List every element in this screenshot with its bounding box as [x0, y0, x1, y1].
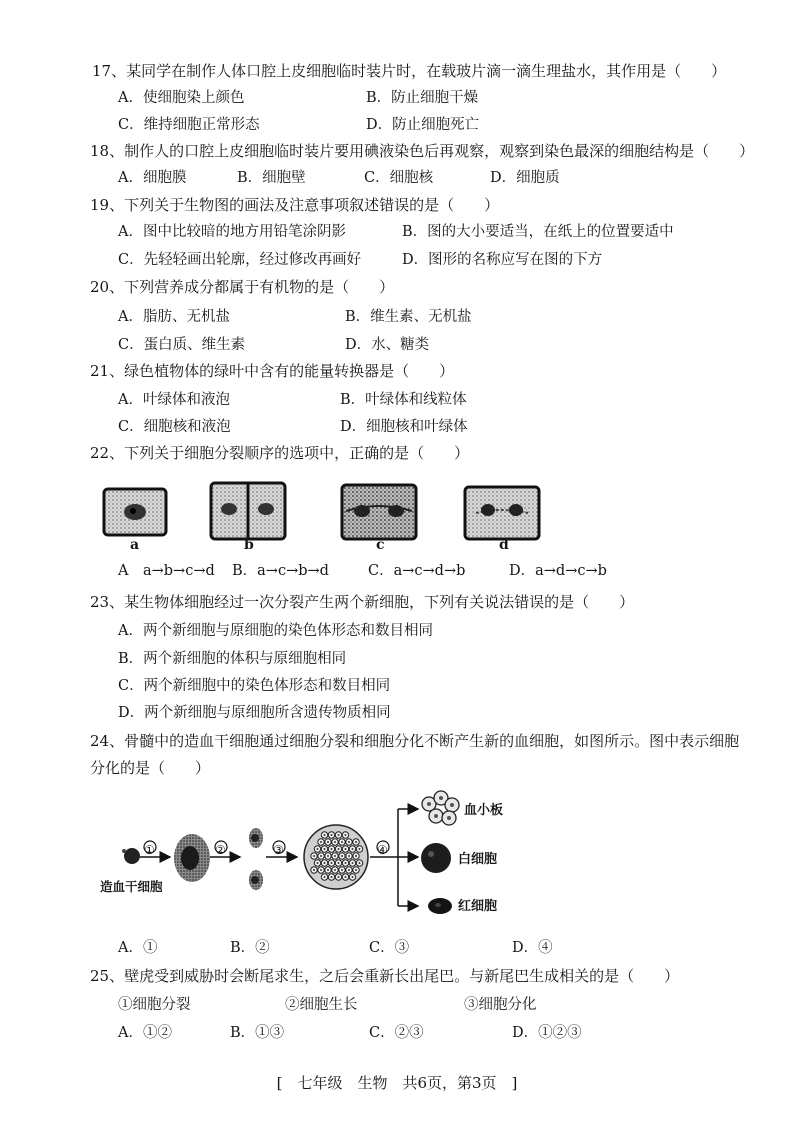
caption-b: b — [244, 537, 254, 553]
q25-item-1: ①细胞分裂 — [118, 997, 191, 1013]
q20-option-b: B．维生素、无机盐 — [345, 309, 472, 325]
cell-b-drawing — [211, 483, 285, 539]
step-3-label: ③ — [273, 843, 284, 857]
q25-option-b: B．①③ — [230, 1025, 285, 1041]
stem-cell — [122, 848, 140, 864]
q20-stem: 20、下列营养成分都属于有机物的是（ ） — [90, 278, 395, 296]
q20-option-a: A．脂肪、无机盐 — [118, 309, 230, 325]
cell-c-drawing — [342, 485, 416, 539]
q23-option-c: C．两个新细胞中的染色体形态和数目相同 — [118, 678, 391, 694]
q21-option-d: D．细胞核和叶绿体 — [340, 419, 468, 435]
q22-stem: 22、下列关于细胞分裂顺序的选项中，正确的是（ ） — [90, 444, 470, 462]
q24-option-d: D．④ — [512, 940, 553, 956]
caption-d: d — [499, 537, 509, 553]
q24-option-c: C．③ — [369, 940, 410, 956]
q24-option-a: A．① — [118, 940, 158, 956]
q22-option-b: B．a→c→b→d — [232, 563, 329, 579]
cell-a-drawing — [104, 489, 166, 535]
q25-option-c: C．②③ — [369, 1025, 424, 1041]
cell-d-drawing — [465, 487, 539, 539]
q22-option-d: D．a→d→c→b — [509, 563, 607, 579]
step-1-label: ① — [144, 843, 155, 857]
q17-option-d: D．防止细胞死亡 — [366, 117, 480, 133]
q23-option-b: B．两个新细胞的体积与原细胞相同 — [118, 651, 347, 667]
q24-stem-line1: 24、骨髓中的造血干细胞通过细胞分裂和细胞分化不断产生新的血细胞，如图所示。图中表示细胞 — [90, 732, 740, 750]
q23-stem: 23、某生物体细胞经过一次分裂产生两个新细胞，下列有关说法错误的是（ ） — [90, 593, 635, 611]
q18-option-c: C．细胞核 — [364, 170, 434, 186]
q25-item-3: ③细胞分化 — [464, 997, 537, 1013]
page-footer: [ 七年级 生物 共6页，第3页 ] — [276, 1074, 518, 1092]
step-4-label: ④ — [377, 843, 388, 857]
caption-a: a — [130, 537, 140, 553]
divided-cells — [249, 828, 263, 890]
cell-cluster — [304, 825, 368, 889]
q20-option-d: D．水、糖类 — [345, 337, 430, 353]
step-2-label: ② — [215, 843, 226, 857]
q21-option-c: C．细胞核和液泡 — [118, 419, 231, 435]
q19-option-b: B．图的大小要适当，在纸上的位置要适中 — [402, 224, 674, 240]
platelet-label: 血小板 — [464, 803, 504, 818]
q21-stem: 21、绿色植物体的绿叶中含有的能量转换器是（ ） — [90, 362, 455, 380]
q22-option-a: A a→b→c→d — [118, 563, 215, 579]
q19-option-c: C．先轻轻画出轮廓，经过修改再画好 — [118, 252, 362, 268]
blood-cell-diagram — [0, 780, 794, 930]
q18-option-a: A．细胞膜 — [118, 170, 187, 186]
q18-option-d: D．细胞质 — [490, 170, 560, 186]
q25-stem: 25、壁虎受到威胁时会断尾求生，之后会重新长出尾巴。与新尾巴生成相关的是（ ） — [90, 967, 680, 985]
q17-option-b: B．防止细胞干燥 — [366, 90, 479, 106]
q23-option-d: D．两个新细胞与原细胞所含遗传物质相同 — [118, 705, 391, 721]
red-blood-cell — [428, 898, 452, 914]
q25-option-d: D．①②③ — [512, 1025, 582, 1041]
q24-option-b: B．② — [230, 940, 270, 956]
q25-item-2: ②细胞生长 — [285, 997, 358, 1013]
stem-cell-label: 造血干细胞 — [100, 879, 163, 894]
q17-stem: 17、某同学在制作人体口腔上皮细胞临时装片时，在载玻片滴一滴生理盐水，其作用是（ ） — [92, 62, 727, 80]
white-blood-cell — [421, 843, 451, 873]
q18-stem: 18、制作人的口腔上皮细胞临时装片要用碘液染色后再观察，观察到染色最深的细胞结构是（ ） — [90, 142, 755, 160]
q23-option-a: A．两个新细胞与原细胞的染色体形态和数目相同 — [118, 623, 433, 639]
q20-option-c: C．蛋白质、维生素 — [118, 337, 246, 353]
q21-option-a: A．叶绿体和液泡 — [118, 392, 230, 408]
cell-division-figure — [0, 475, 794, 575]
q17-option-a: A．使细胞染上颜色 — [118, 90, 245, 106]
white-cell-label: 白细胞 — [458, 852, 498, 867]
q18-option-b: B．细胞壁 — [237, 170, 306, 186]
platelets — [422, 791, 459, 825]
red-cell-label: 红细胞 — [458, 899, 498, 914]
enlarged-cell — [174, 834, 210, 882]
caption-c: c — [376, 537, 385, 553]
q21-option-b: B．叶绿体和线粒体 — [340, 392, 467, 408]
q22-option-c: C．a→c→d→b — [368, 563, 466, 579]
q19-stem: 19、下列关于生物图的画法及注意事项叙述错误的是（ ） — [90, 196, 500, 214]
q24-stem-line2: 分化的是（ ） — [90, 759, 211, 777]
q17-option-c: C．维持细胞正常形态 — [118, 117, 260, 133]
q25-option-a: A．①② — [118, 1025, 172, 1041]
q19-option-d: D．图形的名称应写在图的下方 — [402, 252, 603, 268]
q19-option-a: A．图中比较暗的地方用铅笔涂阴影 — [118, 224, 346, 240]
